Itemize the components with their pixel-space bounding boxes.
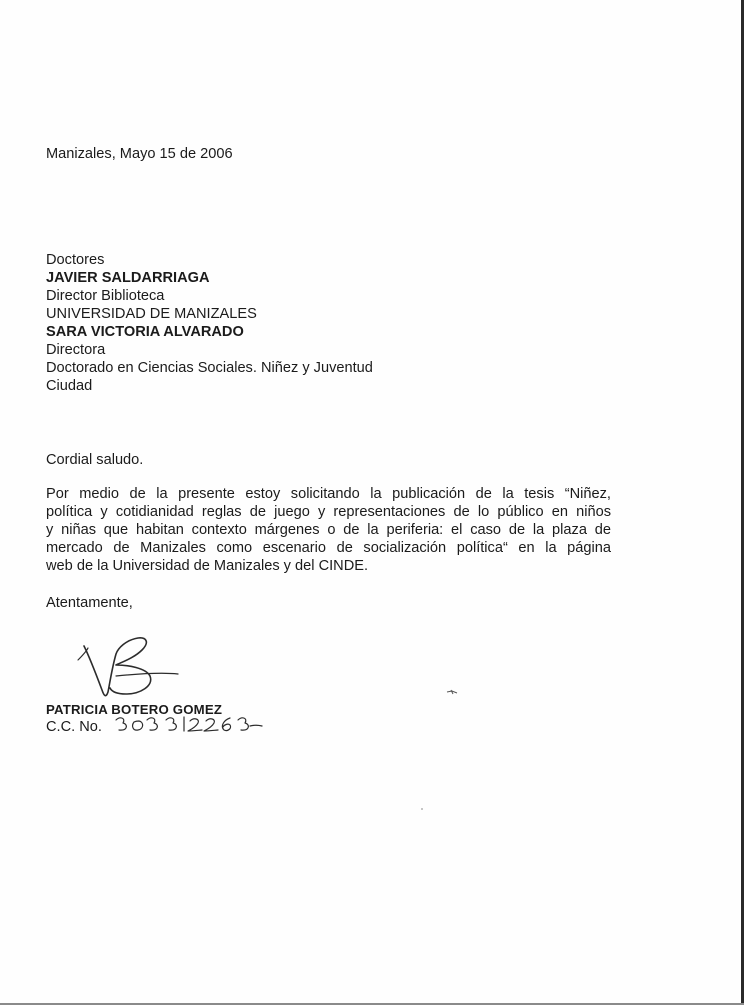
scan-speck [446,689,458,695]
addressee-block [46,251,373,395]
id-label: C.C. No. [46,719,102,735]
letter-date: Manizales, Mayo 15 de 2006 [46,146,233,162]
body-line: mercado de Manizales como escenario de socialización política“ en la página [46,540,611,556]
signer-name: PATRICIA BOTERO GOMEZ [46,702,223,717]
addressee-title: Doctores [46,252,105,268]
closing: Atentamente, [46,595,133,611]
body-line: y niñas que habitan contexto márgenes o de la periferia: el caso de la plaza de [46,522,611,538]
addressee-institution-1: UNIVERSIDAD DE MANIZALES [46,306,257,322]
body-paragraph [46,485,611,575]
addressee-role-2: Directora [46,342,106,358]
body-line: política y cotidianidad reglas de juego y representaciones de lo público en niños [46,504,611,520]
greeting: Cordial saludo. [46,452,144,468]
addressee-city: Ciudad [46,378,93,394]
handwritten-signature [76,632,186,702]
body-line: Por medio de la presente estoy solicitando la publicación de la tesis “Niñez, [46,486,611,502]
scan-dot [421,808,423,810]
addressee-role-1: Director Biblioteca [46,288,165,304]
handwritten-id-number [114,712,264,736]
body-line: web de la Universidad de Manizales y del CINDE. [46,558,369,574]
addressee-name-2: SARA VICTORIA ALVARADO [46,324,244,340]
addressee-name-1: JAVIER SALDARRIAGA [46,270,210,286]
addressee-program: Doctorado en Ciencias Sociales. Niñez y Juventud [46,360,373,376]
